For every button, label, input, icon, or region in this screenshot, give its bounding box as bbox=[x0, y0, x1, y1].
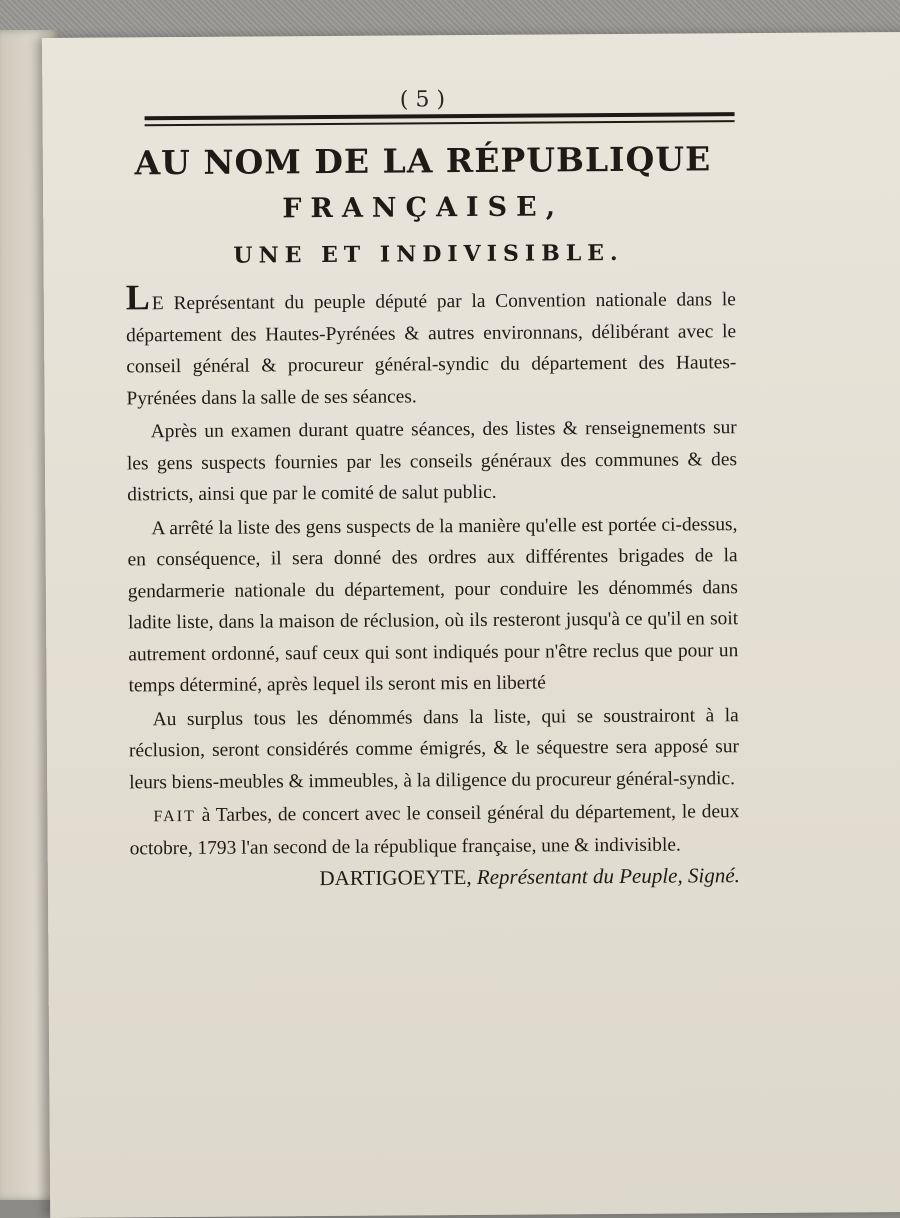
title-line-3: UNE ET INDIVISIBLE. bbox=[233, 239, 624, 269]
paragraph-1 bbox=[126, 279, 737, 414]
drop-cap: L bbox=[125, 277, 150, 318]
paragraph-5-text: à Tarbes, de concert avec le conseil général du département, le deux octobre, 1793 l'an second de la république française, une & indivisible. bbox=[129, 801, 740, 859]
paragraph-4: Au surplus tous les dénommés dans la liste, qui se soustrairont à la réclusion, seront considérés comme émigrés, & le séquestre sera apposé sur leurs biens-meubles & immeubles, à la diligence du procureur général-syndic. bbox=[128, 704, 740, 793]
title-line-1: AU NOM DE LA RÉPUBLIQUE bbox=[134, 139, 712, 183]
paragraph-1-text: E Représentant du peuple député par la Convention nationale dans le département des Hautes-Pyrénées & autres environnans, délibérant avec le conseil général & procureur général-syndic du département des Hautes-Pyrénées dans la salle de ses séances. bbox=[126, 289, 737, 409]
paragraph-3: A arrêté la liste des gens suspects de la manière qu'elle est portée ci-dessus, en conséquence, il sera donné des ordres aux différentes brigades de la gendarmerie nationale du département, pour conduire les dénommés dans ladite liste, dans la maison de réclusion, où ils resteront jusqu'à ce qu'il en soit autrement ordonné, sauf ceux qui sont indiqués pour n'être reclus que pour un temps déterminé, après lequel ils seront mis en liberté bbox=[127, 513, 739, 697]
document-page bbox=[42, 32, 900, 1218]
fait-word: FAIT bbox=[153, 807, 196, 826]
paragraph-2: Après un examen durant quatre séances, des listes & renseignements sur les gens suspects fournies par les conseils généraux des communes & des districts, ainsi que par le comité de salut public. bbox=[126, 417, 738, 506]
title-line-2: FRANÇAISE, bbox=[282, 191, 565, 225]
signatory-name: DARTIGOEYTE, bbox=[319, 865, 472, 891]
paragraph-5 bbox=[129, 796, 739, 864]
page-number: ( 5 ) bbox=[399, 87, 446, 113]
header-rule bbox=[145, 112, 735, 126]
signature-line bbox=[130, 860, 740, 896]
signed-mark: Signé. bbox=[682, 863, 740, 888]
decree-body bbox=[126, 279, 740, 896]
signatory-title: Représentant du Peuple, bbox=[471, 863, 683, 890]
